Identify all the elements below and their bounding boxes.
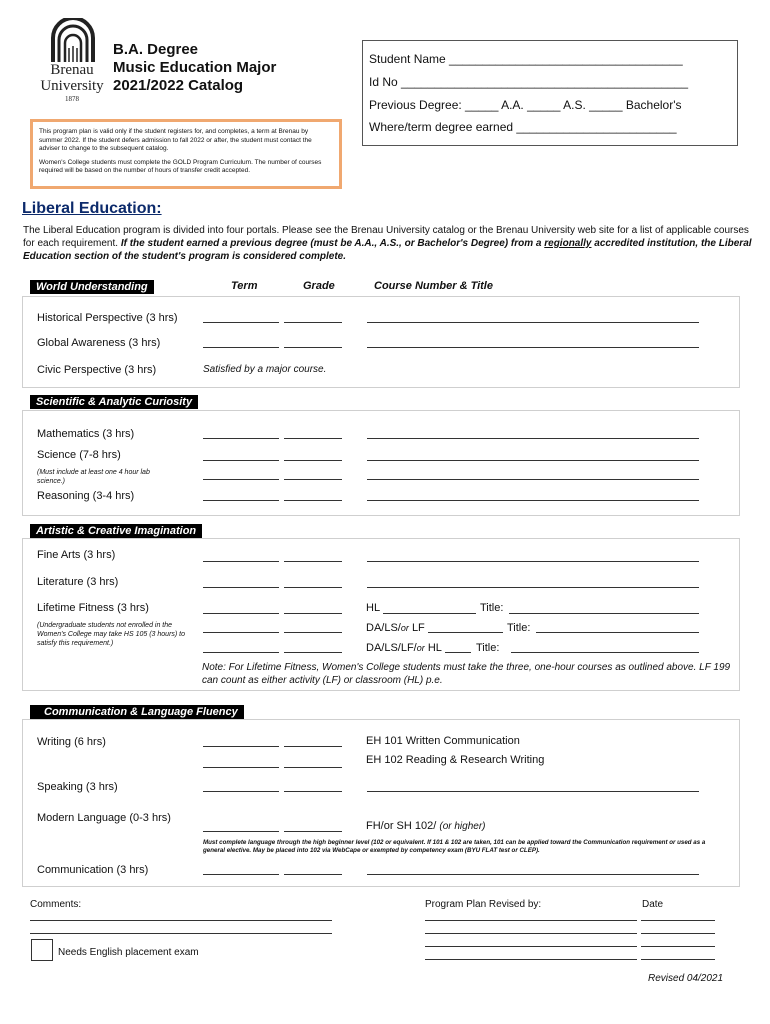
civic-note: Satisfied by a major course.: [203, 364, 327, 375]
civic-label: Civic Perspective (3 hrs): [37, 364, 157, 376]
fitness-title-line-3[interactable]: [511, 652, 699, 653]
fitness-note: (Undergraduate students not enrolled in the Women's College may take HS 105 (3 hours) to satisfy this requirement.): [37, 622, 186, 647]
science-grade-line-1[interactable]: [284, 460, 342, 461]
eh102-label: EH 102 Reading & Research Writing: [366, 754, 545, 766]
speaking-course-line[interactable]: [367, 791, 699, 792]
needs-english-label: Needs English placement exam: [58, 947, 199, 958]
student-info-box: [362, 40, 738, 146]
title-line1: B.A. Degree: [113, 41, 199, 58]
reasoning-term-line[interactable]: [203, 500, 279, 501]
fitness-title-1: Title:: [480, 602, 504, 614]
fitness-term-line-2[interactable]: [203, 632, 279, 633]
math-course-line[interactable]: [367, 438, 699, 439]
communication-hrs-label: Communication (3 hrs): [37, 864, 149, 876]
document-title: [113, 41, 276, 95]
fitness-title-3: Title:: [476, 642, 500, 654]
fitness-hl-2: HL: [427, 642, 442, 654]
revised-by-line-1[interactable]: [425, 920, 637, 921]
liberal-education-heading: Liberal Education:: [22, 200, 162, 217]
fitness-term-line-1[interactable]: [203, 613, 279, 614]
science-course-line-2[interactable]: [367, 479, 699, 480]
science-grade-line-2[interactable]: [284, 479, 342, 480]
logo-year: 1878: [65, 95, 79, 103]
speaking-term-line[interactable]: [203, 791, 279, 792]
column-course: Course Number & Title: [374, 280, 493, 292]
title-line3: 2021/2022 Catalog: [113, 77, 244, 94]
writing-grade-line-2[interactable]: [284, 767, 342, 768]
date-line-1[interactable]: [641, 920, 715, 921]
global-course-line[interactable]: [367, 347, 699, 348]
fitness-label: Lifetime Fitness (3 hrs): [37, 602, 149, 614]
fitness-lf-line[interactable]: [428, 632, 503, 633]
fine-arts-label: Fine Arts (3 hrs): [37, 549, 116, 561]
historical-term-line[interactable]: [203, 322, 279, 323]
artistic-label: Artistic & Creative Imagination: [30, 524, 202, 538]
literature-grade-line[interactable]: [284, 587, 342, 588]
reasoning-grade-line[interactable]: [284, 500, 342, 501]
fh-sh-row: [366, 820, 486, 832]
communication-label: Communication & Language Fluency: [30, 705, 244, 719]
fine-arts-course-line[interactable]: [367, 561, 699, 562]
speaking-label: Speaking (3 hrs): [37, 781, 118, 793]
eh101-label: EH 101 Written Communication: [366, 735, 520, 747]
intro-plain: The Liberal Education program is divided into four portals. Please see the Brenau University catalog or the Brenau University web site for a list of applicable courses for each requirement.: [23, 225, 749, 249]
comments-line-1[interactable]: [30, 920, 332, 921]
revised-by-line-2[interactable]: [425, 933, 637, 934]
comments-line-2[interactable]: [30, 933, 332, 934]
math-label: Mathematics (3 hrs): [37, 428, 135, 440]
fine-arts-grade-line[interactable]: [284, 561, 342, 562]
reasoning-course-line[interactable]: [367, 500, 699, 501]
communication-grade-line[interactable]: [284, 874, 342, 875]
fitness-title-2: Title:: [507, 622, 531, 634]
date-line-3[interactable]: [641, 946, 715, 947]
fitness-dalslf-b: DA/LS/LF/: [366, 642, 417, 654]
language-note: Must complete language through the high beginner level (102 or equivalent. If 101 & 102 are taken, 101 can be applied toward the Communication requirement or used as a general elective. May be placed into 102 via WebCape or exempted by competency exam (BYU FLAT test or CLEP).: [203, 839, 706, 854]
or-higher: (or higher): [439, 821, 486, 832]
fitness-title-line-1[interactable]: [509, 613, 699, 614]
historical-course-line[interactable]: [367, 322, 699, 323]
revised-by-label: Program Plan Revised by:: [425, 899, 542, 910]
modern-language-label: Modern Language (0-3 hrs): [37, 812, 171, 824]
world-understanding-label: World Understanding: [30, 280, 154, 294]
student-id-field[interactable]: Id No ___________________________________________: [369, 75, 688, 89]
note-validity: This program plan is valid only if the student registers for, and completes, a term at Brenau by summer 2022. If the student defers admission to fall 2022 or after, the student must contact the adviser to change to the subsequent catalog.: [39, 128, 312, 152]
math-term-line[interactable]: [203, 438, 279, 439]
fitness-hl2-line[interactable]: [445, 652, 471, 653]
intro-bold-a: If the student earned a previous degree (must be A.A., A.S., or Bachelor's Degree) from a: [120, 238, 542, 249]
science-note: (Must include at least one 4 hour lab science.): [37, 469, 150, 485]
date-line-2[interactable]: [641, 933, 715, 934]
communication-course-line[interactable]: [367, 874, 699, 875]
note-gold: Women's College students must complete the GOLD Program Curriculum. The number of courses required will be based on the number of hours of transfer credit accepted.: [39, 158, 322, 174]
fitness-note-lf199: Note: For Lifetime Fitness, Women's College students must take the three, one-hour courses as outlined above. LF 199 can count as either activity (LF) or classroom (HL) p.e.: [202, 662, 731, 686]
liberal-education-intro: [23, 224, 753, 263]
fitness-grade-line-2[interactable]: [284, 632, 342, 633]
science-term-line-2[interactable]: [203, 479, 279, 480]
writing-label: Writing (6 hrs): [37, 736, 106, 748]
column-term: Term: [231, 280, 258, 292]
science-label: Science (7-8 hrs): [37, 449, 121, 461]
scientific-label: Scientific & Analytic Curiosity: [30, 395, 198, 409]
literature-label: Literature (3 hrs): [37, 576, 119, 588]
previous-degree-field[interactable]: Previous Degree: _____ A.A. _____ A.S. _____ Bachelor's: [369, 98, 682, 112]
global-term-line[interactable]: [203, 347, 279, 348]
program-note-box: [30, 119, 342, 189]
speaking-grade-line[interactable]: [284, 791, 342, 792]
intro-regionally: regionally: [544, 238, 592, 249]
science-course-line-1[interactable]: [367, 460, 699, 461]
writing-term-line-1[interactable]: [203, 746, 279, 747]
fitness-dalslf-a: DA/LS/: [366, 622, 401, 634]
modern-term-line[interactable]: [203, 831, 279, 832]
fitness-dalslf-row-2: [366, 642, 442, 654]
logo-line1: Brenau: [50, 62, 94, 78]
communication-term-line[interactable]: [203, 874, 279, 875]
fitness-or-1: or: [400, 623, 409, 633]
column-grade: Grade: [303, 280, 335, 292]
needs-english-checkbox[interactable]: [31, 939, 53, 961]
logo-wordmark: [30, 62, 114, 103]
date-label: Date: [642, 899, 664, 910]
fitness-grade-line-1[interactable]: [284, 613, 342, 614]
fine-arts-term-line[interactable]: [203, 561, 279, 562]
revised-date: Revised 04/2021: [648, 973, 724, 984]
fitness-title-line-2[interactable]: [536, 632, 699, 633]
comments-label: Comments:: [30, 899, 82, 910]
fitness-hl-line[interactable]: [383, 613, 476, 614]
fitness-grade-line-3[interactable]: [284, 652, 342, 653]
global-grade-line[interactable]: [284, 347, 342, 348]
fitness-term-line-3[interactable]: [203, 652, 279, 653]
reasoning-label: Reasoning (3-4 hrs): [37, 490, 135, 502]
writing-term-line-2[interactable]: [203, 767, 279, 768]
fitness-dalslf-row: [366, 622, 425, 634]
intro-bold-b: accredited institution, the Liberal Education section of the student's program is considered complete.: [23, 238, 752, 262]
literature-term-line[interactable]: [203, 587, 279, 588]
writing-grade-line-1[interactable]: [284, 746, 342, 747]
title-line2: Music Education Major: [113, 59, 277, 76]
historical-grade-line[interactable]: [284, 322, 342, 323]
fh-sh-label: FH/or SH 102/: [366, 820, 437, 832]
fitness-hl: HL: [366, 602, 381, 614]
revised-by-line-4[interactable]: [425, 959, 637, 960]
date-line-4[interactable]: [641, 959, 715, 960]
fitness-or-2: or: [416, 643, 425, 653]
literature-course-line[interactable]: [367, 587, 699, 588]
science-term-line-1[interactable]: [203, 460, 279, 461]
modern-grade-line[interactable]: [284, 831, 342, 832]
student-name-field[interactable]: Student Name ___________________________________: [369, 52, 683, 66]
global-label: Global Awareness (3 hrs): [37, 337, 161, 349]
where-term-field[interactable]: Where/term degree earned ________________________: [369, 120, 677, 134]
fitness-lf: LF: [411, 622, 425, 634]
historical-label: Historical Perspective (3 hrs): [37, 312, 178, 324]
logo-line2: University: [40, 78, 104, 94]
math-grade-line[interactable]: [284, 438, 342, 439]
revised-by-line-3[interactable]: [425, 946, 637, 947]
